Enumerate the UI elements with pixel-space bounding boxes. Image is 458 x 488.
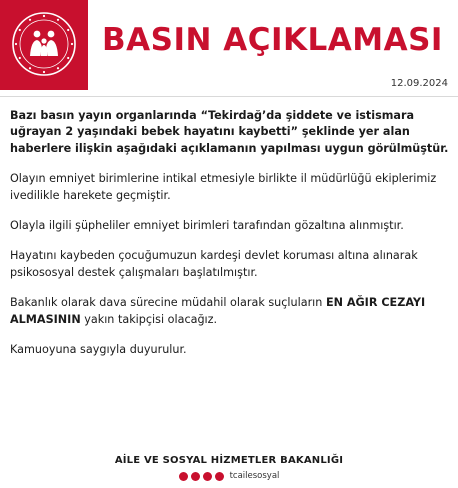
instagram-icon[interactable] xyxy=(203,472,212,481)
paragraph-3: Hayatını kaybeden çocuğumuzun kardeşi devlet koruması altına alınarak psikososyal destek çalışmaları başlatılmıştır. xyxy=(10,249,418,279)
paragraph-5: Kamuoyuna saygıyla duyurulur. xyxy=(10,343,187,357)
statement-body xyxy=(10,108,450,372)
header xyxy=(0,0,458,90)
youtube-icon[interactable] xyxy=(215,472,224,481)
paragraph-4-emphasis: EN AĞIR CEZAYI ALMASININ xyxy=(10,296,426,326)
paragraph-1: Olayın emniyet birimlerine intikal etmesiyle birlikte il müdürlüğü ekiplerimiz ivedilikle harekete geçmiştir. xyxy=(10,172,437,202)
ministry-name: AİLE VE SOSYAL HİZMETLER BAKANLIĞI xyxy=(114,455,344,466)
paragraph-4-text-end: yakın takipçisi olacağız. xyxy=(80,312,218,326)
social-handle[interactable]: tcailesosyal xyxy=(229,471,280,481)
header-divider xyxy=(0,96,458,97)
twitter-icon[interactable] xyxy=(191,472,200,481)
release-date: 12.09.2024 xyxy=(390,78,448,89)
intro-paragraph: Bazı basın yayın organlarında “Tekirdağ’da şiddete ve istismara uğrayan 2 yaşındaki bebek hayatını kaybetti” şeklinde yer alan haberlere ilişkin aşağıdaki açıklamanın yapılması uygun görülmüştür. xyxy=(10,109,449,155)
social-links xyxy=(0,471,458,481)
page-title: BASIN AÇIKLAMASI xyxy=(102,22,443,58)
footer xyxy=(0,455,458,481)
paragraph-4-text: Bakanlık olarak dava sürecine müdahil olarak suçluların xyxy=(10,296,326,310)
paragraph-2: Olayla ilgili şüpheliler emniyet birimleri tarafından gözaltına alınmıştır. xyxy=(10,219,404,233)
ministry-emblem-icon xyxy=(10,10,78,78)
ministry-logo xyxy=(0,0,88,90)
facebook-icon[interactable] xyxy=(179,472,188,481)
paragraph-4 xyxy=(10,295,450,328)
